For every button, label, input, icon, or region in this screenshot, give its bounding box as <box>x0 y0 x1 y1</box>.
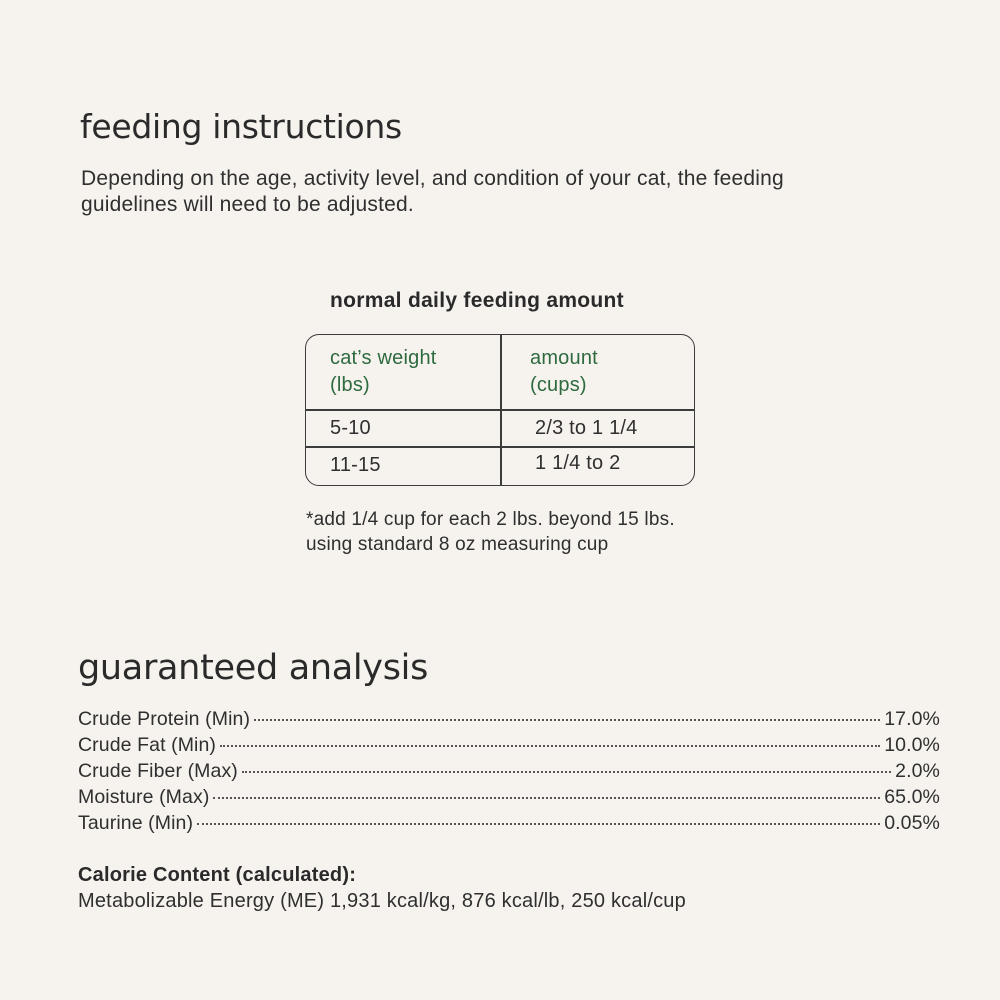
analysis-label: Taurine (Min) <box>78 812 194 834</box>
feeding-table-note <box>306 507 675 557</box>
note-line-1: *add 1/4 cup for each 2 lbs. beyond 15 lbs. <box>306 509 675 530</box>
analysis-label: Crude Fat (Min) <box>78 734 217 756</box>
header-amount-line2: (cups) <box>530 374 587 396</box>
header-cat-weight <box>330 345 437 399</box>
description-line-1: Depending on the age, activity level, and condition of your cat, the feeding <box>81 167 784 190</box>
feeding-table <box>305 334 695 486</box>
analysis-value: 0.05% <box>884 812 940 834</box>
analysis-value: 17.0% <box>884 708 940 730</box>
table-header-divider <box>306 409 694 411</box>
feeding-instructions-description <box>81 166 941 218</box>
analysis-list <box>78 708 940 838</box>
row-2-weight: 11-15 <box>330 454 381 476</box>
analysis-item-crude-fiber <box>78 760 940 786</box>
header-amount <box>530 345 598 399</box>
analysis-value: 65.0% <box>884 786 940 808</box>
row-1-weight: 5-10 <box>330 417 371 439</box>
analysis-label: Crude Protein (Min) <box>78 708 251 730</box>
analysis-label: Crude Fiber (Max) <box>78 760 238 782</box>
description-line-2: guidelines will need to be adjusted. <box>81 193 414 216</box>
row-1-amount: 2/3 to 1 1/4 <box>535 417 638 439</box>
guaranteed-analysis-title: guaranteed analysis <box>78 648 429 688</box>
analysis-label: Moisture (Max) <box>78 786 210 808</box>
header-amount-line1: amount <box>530 347 598 369</box>
dot-leader <box>242 771 891 773</box>
analysis-item-crude-protein <box>78 708 940 734</box>
analysis-item-crude-fat <box>78 734 940 760</box>
row-2-amount: 1 1/4 to 2 <box>535 452 621 474</box>
table-row-divider <box>306 446 694 448</box>
feeding-instructions-title: feeding instructions <box>80 107 402 146</box>
analysis-item-taurine <box>78 812 940 838</box>
header-cat-weight-line1: cat’s weight <box>330 347 437 369</box>
dot-leader <box>197 823 880 825</box>
dot-leader <box>254 719 880 721</box>
note-line-2: using standard 8 oz measuring cup <box>306 534 609 555</box>
calorie-content-text: Metabolizable Energy (ME) 1,931 kcal/kg, 876 kcal/lb, 250 kcal/cup <box>78 890 686 912</box>
analysis-value: 10.0% <box>884 734 940 756</box>
analysis-value: 2.0% <box>895 760 940 782</box>
dot-leader <box>213 797 880 799</box>
dot-leader <box>220 745 880 747</box>
calorie-content-title: Calorie Content (calculated): <box>78 864 357 886</box>
feeding-table-title: normal daily feeding amount <box>330 289 624 312</box>
header-cat-weight-line2: (lbs) <box>330 374 370 396</box>
analysis-item-moisture <box>78 786 940 812</box>
